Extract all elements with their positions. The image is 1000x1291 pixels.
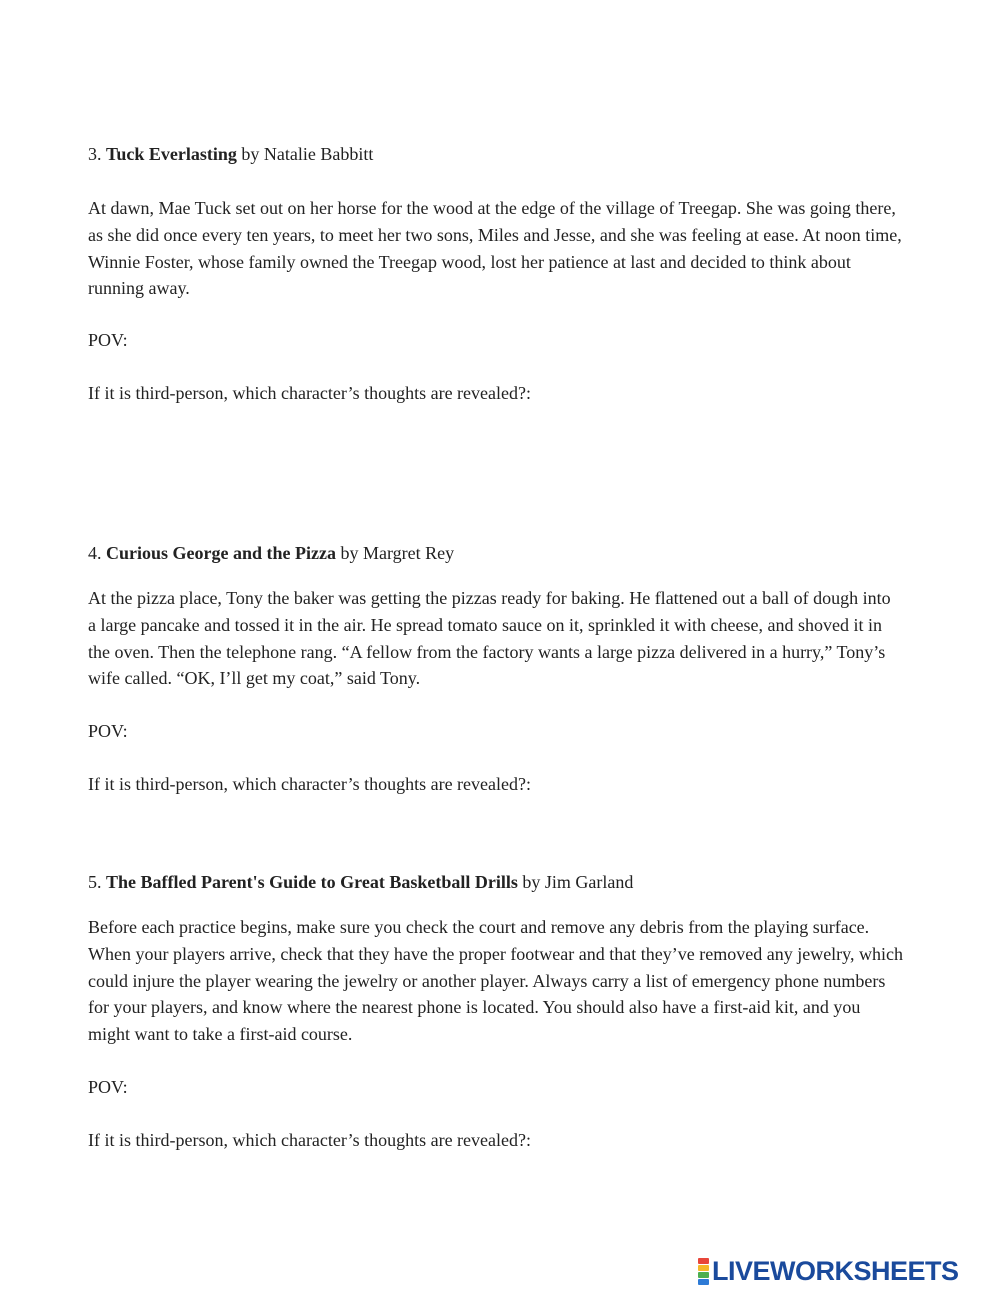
book-title: Tuck Everlasting <box>106 144 237 164</box>
section-5-question: If it is third-person, which character’s thoughts are revealed?: <box>88 1130 531 1150</box>
section-4-pov-label: POV: <box>88 721 128 741</box>
section-number: 5. <box>88 872 102 892</box>
section-5-pov-label: POV: <box>88 1077 128 1097</box>
logo-block <box>698 1279 709 1285</box>
logo-text: LIVEWORKSHEETS <box>712 1255 959 1286</box>
logo-block <box>698 1272 709 1278</box>
book-title: Curious George and the Pizza <box>106 543 336 563</box>
book-author: by Natalie Babbitt <box>241 144 374 164</box>
section-5-heading <box>88 869 633 896</box>
section-3-heading <box>88 141 373 168</box>
book-title: The Baffled Parent's Guide to Great Basketball Drills <box>106 872 518 892</box>
liveworksheets-logo <box>698 1255 959 1287</box>
section-number: 3. <box>88 144 102 164</box>
section-5-passage: Before each practice begins, make sure you check the court and remove any debris from the playing surface. When your players arrive, check that they have the proper footwear and that they’ve removed any jewelry, which could injure the player wearing the jewelry or another player. Always carry a list of emergency phone numbers for your players, and know where the nearest phone is located. You should also have a first-aid kit, and you might want to take a first-aid course. <box>88 917 903 1045</box>
logo-blocks-icon <box>698 1258 709 1285</box>
section-4-question: If it is third-person, which character’s thoughts are revealed?: <box>88 774 531 794</box>
logo-block <box>698 1258 709 1264</box>
book-author: by Jim Garland <box>522 872 634 892</box>
section-4-passage: At the pizza place, Tony the baker was getting the pizzas ready for baking. He flattened out a ball of dough into a large pancake and tossed it in the air. He spread tomato sauce on it, sprinkled it with cheese, and shoved it in the oven. Then the telephone rang. “A fellow from the factory wants a large pizza delivered in a hurry,” Tony’s wife called. “OK, I’ll get my coat,” said Tony. <box>88 588 891 689</box>
section-3-question: If it is third-person, which character’s thoughts are revealed?: <box>88 383 531 403</box>
section-3-passage: At dawn, Mae Tuck set out on her horse for the wood at the edge of the village of Treegap. She was going there, as she did once every ten years, to meet her two sons, Miles and Jesse, and she was feeling at ease. At noon time, Winnie Foster, whose family owned the Treegap wood, lost her patience at last and decided to think about running away. <box>88 198 902 299</box>
section-4-heading <box>88 540 454 567</box>
logo-block <box>698 1265 709 1271</box>
book-author: by Margret Rey <box>340 543 455 563</box>
section-number: 4. <box>88 543 102 563</box>
section-3-pov-label: POV: <box>88 330 128 350</box>
